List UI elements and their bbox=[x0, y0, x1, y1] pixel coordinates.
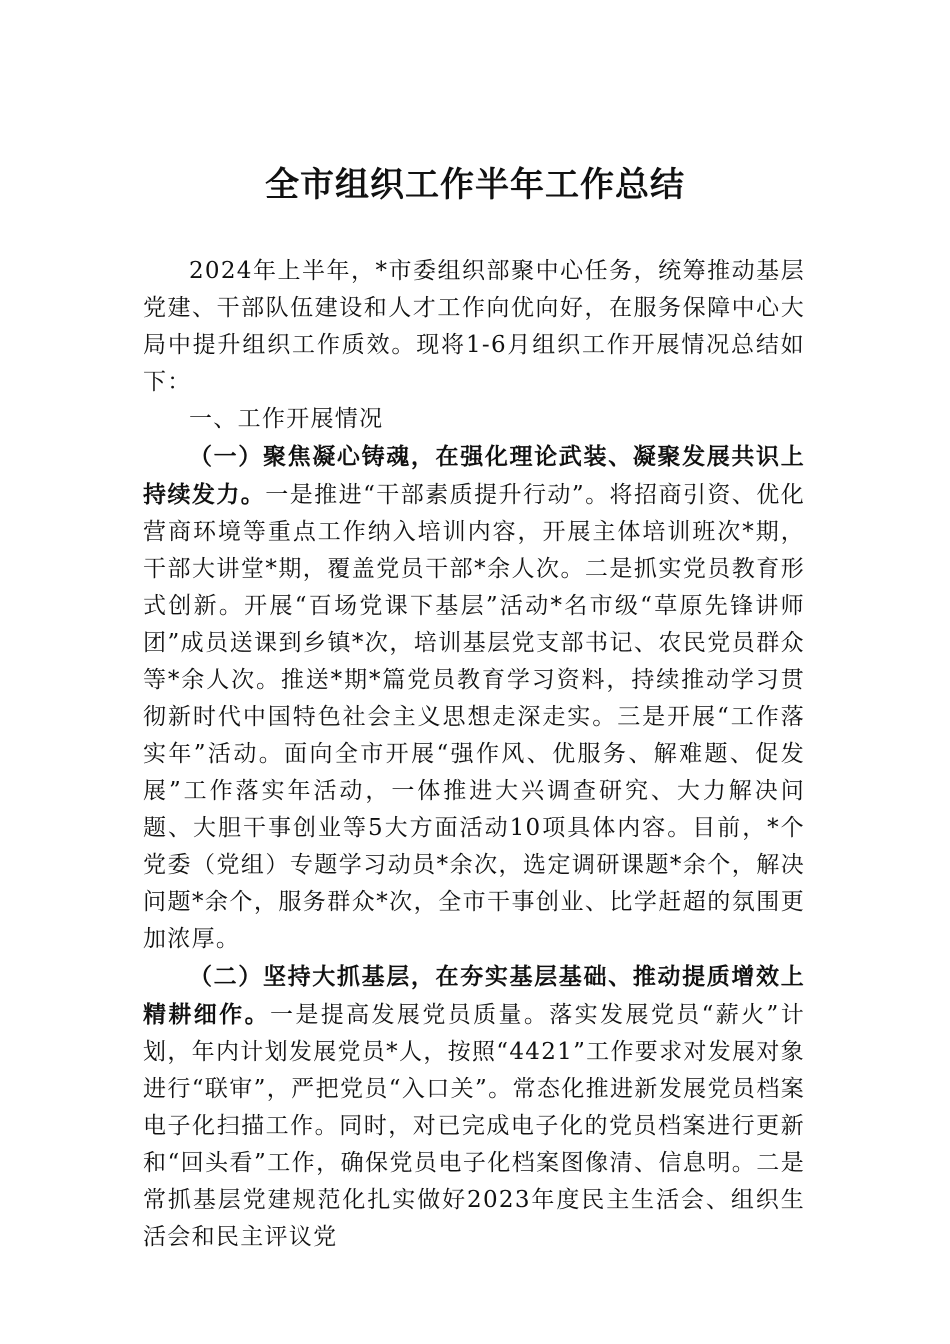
subsection-body-1: 一是推进“干部素质提升行动”。将招商引资、优化营商环境等重点工作纳入培训内容，开展主体培训班次*期，干部大讲堂*期，覆盖党员干部*余人次。二是抓实党员教育形式创新。开展“百场党课下基层”活动*名市级“草原先锋讲师团”成员送课到乡镇*次，培训基层党支部书记、农民党员群众等*余人次。推送*期*篇党员教育学习资料，持续推动学习贯彻新时代中国特色社会主义思想走深走实。三是开展“工作落实年”活动。面向全市开展“强作风、优服务、解难题、促发展”工作落实年活动，一体推进大兴调查研究、大力解决问题、大胆干事创业等5大方面活动10项具体内容。目前，*个党委（党组）专题学习动员*余次，选定调研课题*余个，解决问题*余个，服务群众*次，全市干事创业、比学赶超的氛围更加浓厚。 bbox=[143, 482, 806, 952]
section-heading: 一、工作开展情况 bbox=[189, 406, 384, 432]
intro-paragraph: 2024年上半年，*市委组织部聚中心任务，统筹推动基层党建、干部队伍建设和人才工作向优向好，在服务保障中心大局中提升组织工作质效。现将1-6月组织工作开展情况总结如下： bbox=[143, 258, 805, 395]
subsection-paragraph-1 bbox=[143, 438, 805, 958]
subsection-body-2: 一是提高发展党员质量。落实发展党员“薪火”计划，年内计划发展党员*人，按照“4421”工作要求对发展对象进行“联审”，严把党员“入口关”。常态化推进新发展党员档案电子化扫描工作。同时，对已完成电子化的党员档案进行更新和“回头看”工作，确保党员电子化档案图像清、信息明。二是常抓基层党建规范化扎实做好2023年度民主生活会、组织生活会和民主评议党 bbox=[143, 1002, 806, 1250]
subsection-paragraph-2 bbox=[143, 958, 805, 1256]
document-body bbox=[143, 253, 805, 1256]
subsection-heading-1: （一）聚焦凝心铸魂，在强化理论武装、凝聚发展共识上持续发力。 bbox=[143, 443, 805, 508]
document-title: 全市组织工作半年工作总结 bbox=[265, 165, 685, 205]
subsection-heading-2: （二）坚持大抓基层，在夯实基层基础、推动提质增效上精耕细作。 bbox=[143, 963, 805, 1028]
